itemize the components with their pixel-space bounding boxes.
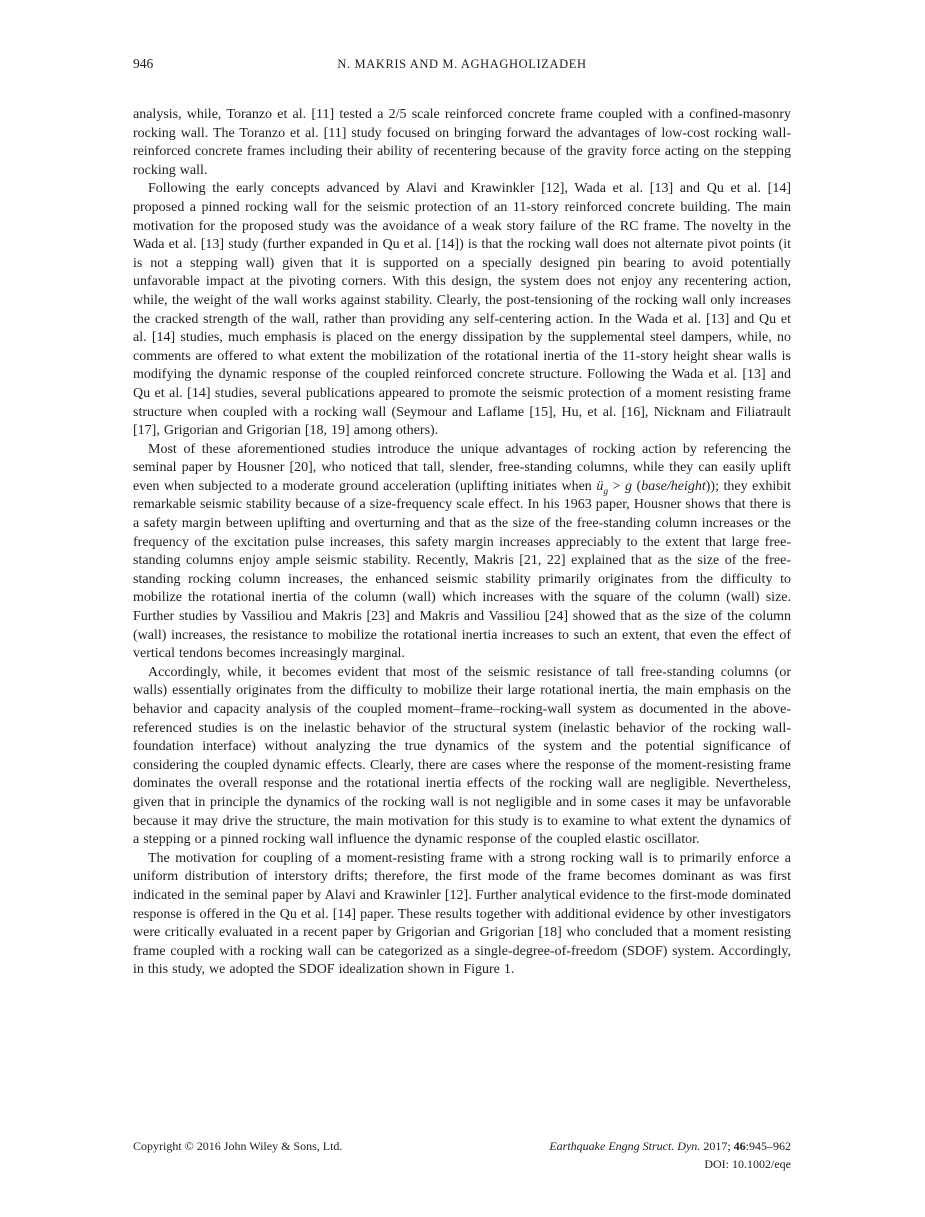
citation-block [549,1137,791,1173]
paragraph: Accordingly, while, it becomes evident that most of the seismic resistance of tall free-standing columns (or walls) essentially originates from the difficulty to mobilize their large rotational inertia, the main emphasis on the behavior and capacity analysis of the coupled moment–frame–rocking-wall system as documented in the above-referenced studies is on the inelastic behavior of the structural system (inelastic behavior of the rocking wall-foundation interface) without analyzing the true dynamics of the system and the potential significance of considering the coupled dynamic effects. Clearly, there are cases where the response of the moment-resisting frame dominates the overall response and the rotational inertia effects of the rocking wall are negligible. Nevertheless, given that in principle the dynamics of the rocking wall is not negligible and in some cases it may be unfavorable because it may drive the structure, the main motivation for this study is to examine to what extent the dynamics of a stepping or a pinned rocking wall influence the dynamic response of the coupled elastic oscillator. [133,664,791,848]
page-number: 946 [133,56,154,71]
article-body [133,106,791,980]
doi: DOI: 10.1002/eqe [704,1157,791,1171]
copyright-notice: Copyright © 2016 John Wiley & Sons, Ltd. [133,1139,343,1153]
paragraph: Most of these aforementioned studies introduce the unique advantages of rocking action by referencing the seminal paper by Housner [20], who noticed that tall, slender, free-standing columns, while they can easily uplift even when subjected to a moderate ground acceleration (uplifting initiates when $ü_g > g$ (base/height)); they exhibit remarkable seismic stability because of a size-frequency scale effect. In his 1963 paper, Housner shows that there is a safety margin between uplifting and overturning and that as the size of the free-standing column increases or the frequency of the excitation pulse increases, this safety margin increases appreciably to the extent that large free-standing columns enjoy ample seismic stability. Recently, Makris [21, 22] explained that as the size of the free-standing rocking column increases, the enhanced seismic stability primarily originates from the difficulty to mobilize the rotational inertia of the column (wall) which increases with the square of the column (wall) size. Further studies by Vassiliou and Makris [23] and Makris and Vassiliou [24] showed that as the size of the column (wall) increases, the resistance to mobilize the rotational inertia increases to such an extent, that even the effect of vertical tendons becomes increasingly marginal. [133,441,791,662]
running-header [133,56,791,74]
running-head: N. MAKRIS AND M. AGHAGHOLIZADEH [337,57,587,71]
paragraph: The motivation for coupling of a moment-resisting frame with a strong rocking wall is to primarily enforce a uniform distribution of interstory drifts; therefore, the first mode of the frame becomes dominant as was first indicated in the seminal paper by Alavi and Krawinler [12]. Further analytical evidence to the first-mode dominated response is offered in the Qu et al. [14] paper. These results together with additional evidence by other investigators were critically evaluated in a recent paper by Grigorian and Grigorian [18] who concluded that a moment resisting frame coupled with a rocking wall can be categorized as a single-degree-of-freedom (SDOF) system. Accordingly, in this study, we adopted the SDOF idealization shown in Figure 1. [133,850,791,978]
paragraph: analysis, while, Toranzo et al. [11] tested a 2/5 scale reinforced concrete frame coupled with a confined-masonry rocking wall. The Toranzo et al. [11] study focused on bringing forward the advantages of low-cost rocking wall-reinforced concrete frames including their ability of recentering because of the gravity force acting on the stepping rocking wall. [133,107,791,178]
paragraph: Following the early concepts advanced by Alavi and Krawinkler [12], Wada et al. [13] and Qu et al. [14] proposed a pinned rocking wall for the seismic protection of an 11-story reinforced concrete building. The main motivation for the proposed study was the avoidance of a weak story failure of the RC frame. The novelty in the Wada et al. [13] study (further expanded in Qu et al. [14]) is that the rocking wall does not alternate pivot points (it is not a stepping wall) given that it is supported on a specially designed pin bearing to avoid potentially unfavorable impact at the pivoting corners. With this design, the system does not enjoy any recentering action, while, the weight of the wall works against stability. Clearly, the post-tensioning of the rocking wall only increases the cracked strength of the wall, rather than providing any self-centering action. In the Wada et al. [13] and Qu et al. [14] studies, much emphasis is placed on the energy dissipation by the supplemental steel dampers, while, no comments are offered to what extent the mobilization of the rotational inertia of the 11-story height shear walls is modifying the dynamic response of the coupled reinforced concrete structure. Following the Wada et al. [13] and Qu et al. [14] studies, several publications appeared to promote the seismic protection of a moment resisting frame structure when coupled with a rocking wall (Seymour and Laflame [15], Hu, et al. [16], Nicknam and Filiatrault [17], Grigorian and Grigorian [18, 19] among others). [133,181,791,439]
journal-citation: Earthquake Engng Struct. Dyn. 2017; 46:945–962 [549,1139,791,1153]
